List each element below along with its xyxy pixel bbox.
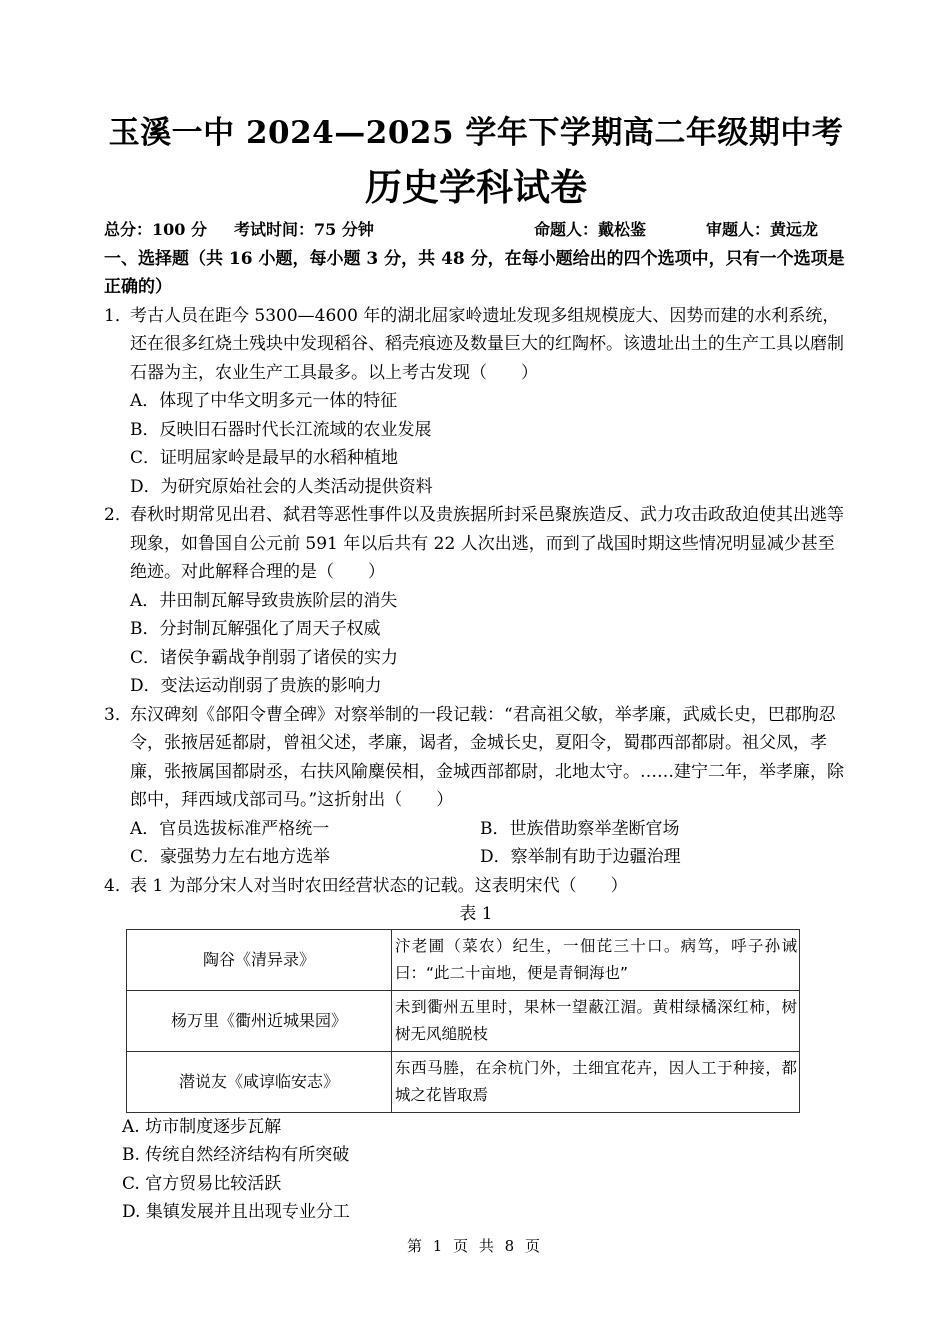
question-number: 2． <box>104 505 132 525</box>
table-row <box>127 929 800 990</box>
q3-option-b: B．世族借助察举垄断官场 <box>480 818 680 839</box>
q4-option-a: A. 坊市制度逐步瓦解 <box>122 1116 282 1137</box>
question-text: 春秋时期常见出君、弑君等恶性事件以及贵族据所封采邑聚族造反、武力攻击政敌迫使其出逃等现象，如鲁国自公元前 591 年以后共有 22 人次出逃，而到了战国时期这些情况明显减少甚至绝迹。对此解释合理的是（ ） <box>130 505 844 582</box>
table-cell-source: 陶谷《清异录》 <box>127 929 392 990</box>
section-heading: 一、选择题（共 16 小题，每小题 3 分，共 48 分，在每小题给出的四个选项中，只有一个选项是正确的） <box>104 248 845 297</box>
question-text: 东汉碑刻《郃阳令曹全碑》对察举制的一段记载：“君高祖父敏，举孝廉，武威长史，巴郡朐忍令，张掖居延都尉，曾祖父述，孝廉，谒者，金城长史，夏阳令，蜀郡西部都尉。祖父凤，孝廉，张掖属国都尉丞，右扶风隃麋侯相，金城西部都尉，北地太守。……建宁二年，举孝廉，除郎中，拜西域戊部司马。”这折射出（ ） <box>130 704 844 810</box>
q1-option-d: D．为研究原始社会的人类活动提供资料 <box>130 476 433 497</box>
table-cell-content: 汴老圃（菜农）纪生，一佃芘三十口。病笃，呼子孙诫曰：“此二十亩地，便是青铜海也” <box>392 929 800 990</box>
q2-option-b: B．分封制瓦解强化了周天子权威 <box>130 619 381 639</box>
exam-meta <box>104 216 848 245</box>
q3-option-d: D．察举制有助于边疆治理 <box>480 847 681 867</box>
q4-option-d: D. 集镇发展并且出现专业分工 <box>122 1202 350 1222</box>
table-row <box>127 990 800 1051</box>
q3-options-row-1 <box>104 815 848 844</box>
question-text: 考古人员在距今 5300—4600 年的湖北屈家岭遗址发现多组规模庞大、因势而建的水利系统，还在很多红烧土残块中发现稻谷、稻壳痕迹及数量巨大的红陶杯。该遗址出土的生产工具以磨制石器为主，农业生产工具最多。以上考古发现（ ） <box>130 305 844 383</box>
table-cell-source: 潜说友《咸谆临安志》 <box>127 1051 392 1112</box>
q3-options-row-2 <box>104 843 848 872</box>
q4-option-c: C. 官方贸易比较活跃 <box>122 1173 282 1194</box>
q1-option-a: A．体现了中华文明多元一体的特征 <box>130 391 398 411</box>
table-cell-content: 东西马塍，在余杭门外，土细宜花卉，因人工于种接，都城之花皆取焉 <box>392 1051 800 1112</box>
question-3 <box>104 701 848 815</box>
q4-option-b: B. 传统自然经济结构有所突破 <box>122 1145 350 1165</box>
page-number: 第 1 页 共 8 页 <box>407 1237 543 1255</box>
q1-option-c: C．证明屈家岭是最早的水稻种植地 <box>130 448 399 468</box>
table-cell-source: 杨万里《衢州近城果园》 <box>127 990 392 1051</box>
q2-option-c: C．诸侯争霸战争削弱了诸侯的实力 <box>130 647 399 668</box>
question-2 <box>104 501 848 587</box>
exam-page <box>104 110 848 1227</box>
table-cell-content: 未到衢州五里时，果林一望蔽江湄。黄柑绿橘深红柿，树树无风缒脱枝 <box>392 990 800 1051</box>
records-table <box>126 929 800 1113</box>
exam-subject-title: 历史学科试卷 <box>365 165 587 209</box>
question-text: 表 1 为部分宋人对当时农田经营状态的记载。这表明宋代（ ） <box>130 875 628 896</box>
question-number: 3． <box>104 704 132 725</box>
exam-reviewer: 审题人：黄远龙 <box>706 220 819 239</box>
question-number: 4． <box>104 875 132 896</box>
q2-option-a: A．井田制瓦解导致贵族阶层的消失 <box>130 590 398 611</box>
q3-option-c: C．豪强势力左右地方选举 <box>130 847 331 867</box>
table-caption: 表 1 <box>459 904 493 924</box>
q1-option-b: B．反映旧石器时代长江流域的农业发展 <box>130 419 432 440</box>
q2-option-d: D．变法运动削弱了贵族的影响力 <box>130 676 382 696</box>
total-score: 总分：100 分 <box>104 220 207 239</box>
question-number: 1． <box>104 305 132 326</box>
table-row <box>127 1051 800 1112</box>
question-4 <box>104 872 848 901</box>
exam-time: 考试时间：75 分钟 <box>234 220 374 239</box>
q3-option-a: A．官员选拔标准严格统一 <box>130 818 330 839</box>
question-1 <box>104 302 848 388</box>
exam-author: 命题人：戴松鉴 <box>534 220 647 239</box>
exam-title: 玉溪一中 2024—2025 学年下学期高二年级期中考 <box>108 115 844 151</box>
